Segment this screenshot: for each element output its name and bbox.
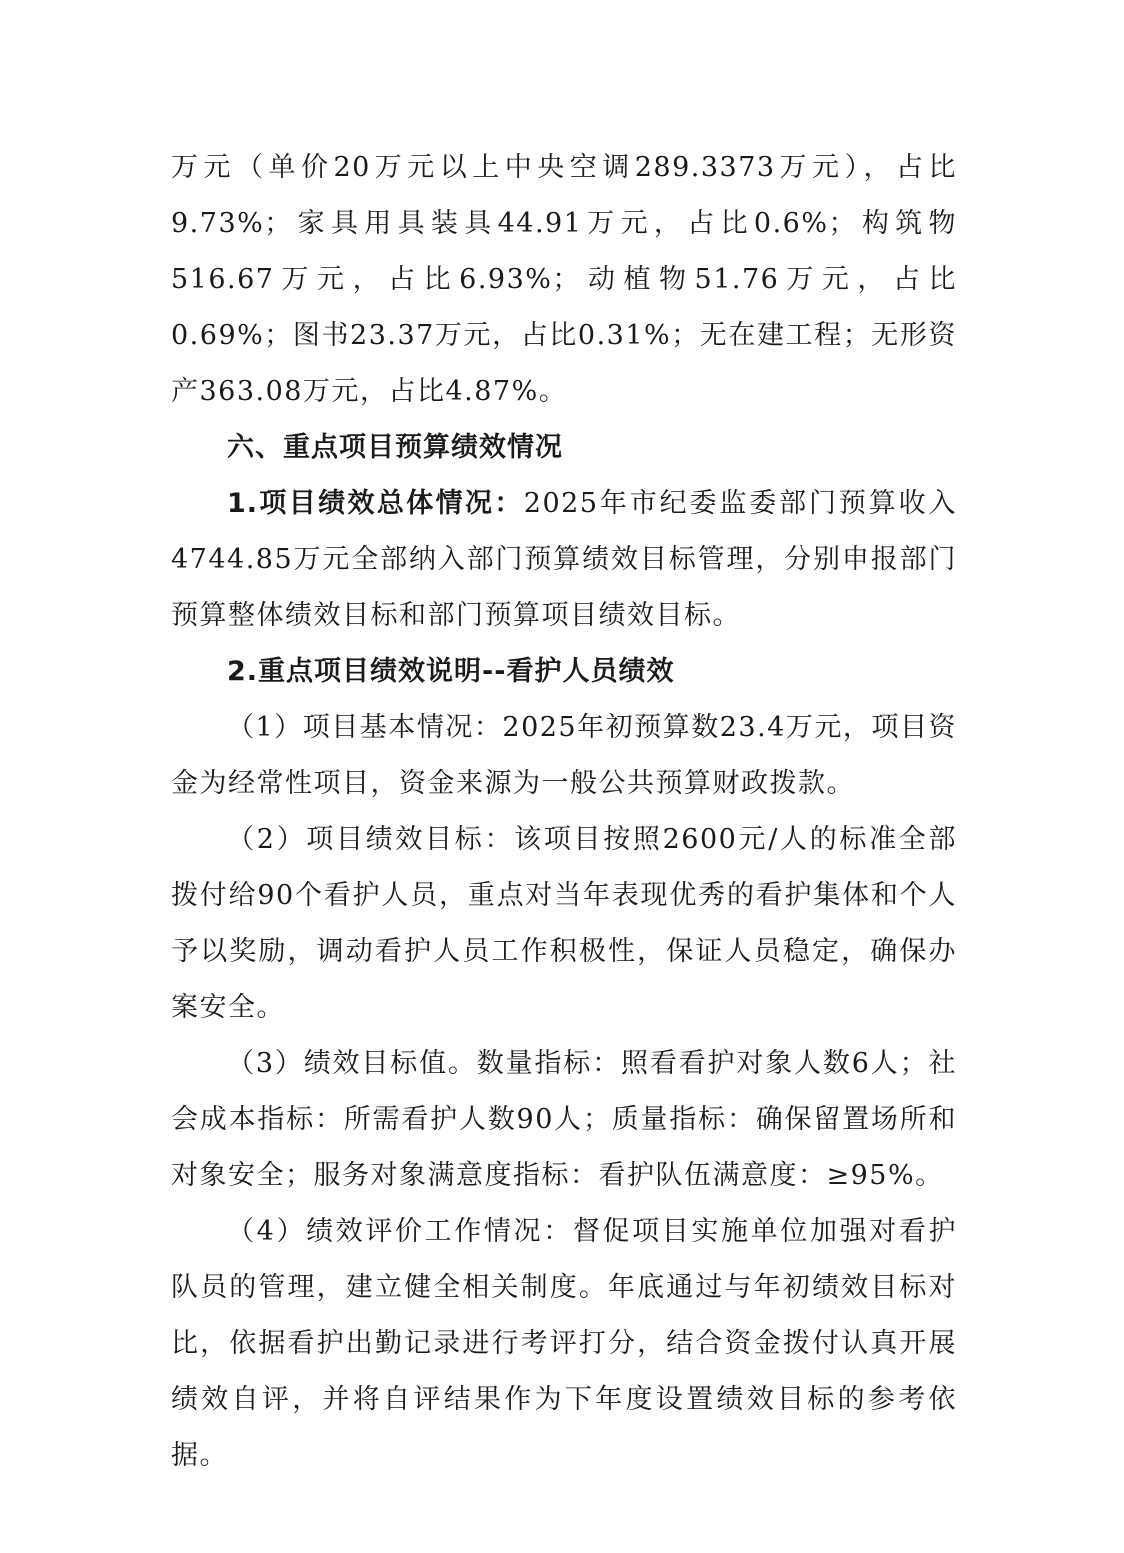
overall-performance-lead: 1.项目绩效总体情况： [227, 488, 524, 519]
overall-performance-body: 2025年市纪委监委部门预算收入4744.85万元全部纳入部门预算绩效目标管理，分别申报部门预算整体绩效目标和部门预算项目绩效目标。 [171, 488, 958, 631]
asset-breakdown-paragraph: 万元（单价20万元以上中央空调289.3373万元），占比9.73%；家具用具装具44.91万元，占比0.6%；构筑物516.67万元，占比6.93%；动植物51.76万元，占比0.69%；图书23.37万元，占比0.31%；无在建工程；无形资产363.08万元，占比4.87%。 [171, 152, 957, 407]
project-goal-paragraph: （2）项目绩效目标：该项目按照2600元/人的标准全部拨付给90个看护人员，重点对当年表现优秀的看护集体和个人予以奖励，调动看护人员工作积极性，保证人员稳定，确保办案安全。 [171, 824, 957, 1023]
document-body [171, 140, 957, 1484]
section-heading: 六、重点项目预算绩效情况 [227, 432, 563, 463]
target-values-paragraph: （3）绩效目标值。数量指标：照看看护对象人数6人；社会成本指标：所需看护人数90人；质量指标：确保留置场所和对象安全；服务对象满意度指标：看护队伍满意度：≥95%。 [171, 1048, 957, 1191]
overall-performance-paragraph [171, 476, 957, 644]
project-basic-paragraph: （1）项目基本情况：2025年初预算数23.4万元，项目资金为经常性项目，资金来源为一般公共预算财政拨款。 [171, 712, 957, 799]
evaluation-paragraph: （4）绩效评价工作情况：督促项目实施单位加强对看护队员的管理，建立健全相关制度。年底通过与年初绩效目标对比，依据看护出勤记录进行考评打分，结合资金拨付认真开展绩效自评，并将自评结果作为下年度设置绩效目标的参考依据。 [171, 1216, 957, 1471]
key-project-heading: 2.重点项目绩效说明--看护人员绩效 [227, 656, 675, 687]
